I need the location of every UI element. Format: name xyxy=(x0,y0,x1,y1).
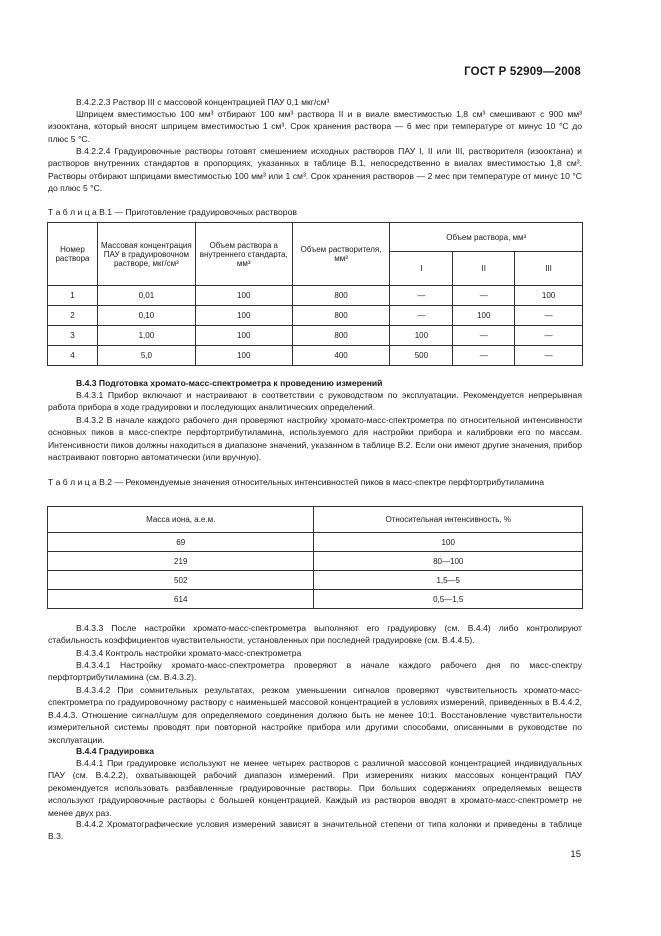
cell: 800 xyxy=(292,306,390,326)
cell: 0,01 xyxy=(97,286,195,306)
cell: — xyxy=(515,326,583,346)
cell: 100 xyxy=(314,533,583,552)
cell: 500 xyxy=(390,346,453,366)
paragraph-b441: В.4.4.1 При градуировке используют не менее четырех растворов с различной массовой концентрацией индивидуальных ПАУ (см. В.4.2.2), охватывающей рабочий диапазон измерений. При измерениях низких массовых концентраций ПАУ рекомендуется использовать разбавленные градуировочные растворы. При больших содержаниях определяемых веществ используют градуировочные растворы с большей концентрацией. Каждый из растворов вводят в хромато-масс-спектрометр не менее двух раз. xyxy=(48,758,582,818)
header-mass: Масса иона, а.е.м. xyxy=(48,507,314,533)
cell: 100 xyxy=(390,326,453,346)
table-b1 xyxy=(47,222,583,366)
paragraph-b4342: В.4.3.4.2 При сомнительных результатах, резком уменьшении сигналов проверяют чувствительность хромато-масс-спектрометра по градуировочному раствору с наименьшей массовой концентрацией в условиях измерений, приведенных в В.4.4.2, В.4.4.3. Отношение сигнал/шум для определяемого соединения должно быть не менее 10:1. Восстановление чувствительности измерительной системы проводят при повторной настройке прибора или другими способами, описанными в руководстве по эксплуатации. xyxy=(48,685,582,745)
header-i: I xyxy=(390,252,453,286)
cell: 0,10 xyxy=(97,306,195,326)
paragraph-b432: В.4.3.2 В начале каждого рабочего дня проверяют настройку хромато-масс-спектрометра по относительной интенсивности основных пиков в масс-спектре перфтортрибутиламина, используемого для настройки прибора и калибровки его по массам. Интенсивности пиков должны находиться в диапазоне значений, указанном в таблице В.2. Если они имеют другие значения, прибор настраивают повторно автоматически (или вручную). xyxy=(48,415,582,463)
cell: 100 xyxy=(195,346,292,366)
paragraph-b431: В.4.3.1 Прибор включают и настраивают в соответствии с руководством по эксплуатации. Рекомендуется непрерывная работа прибора в ходе градуировки и последующих аналитических определений. xyxy=(48,390,582,413)
header-num: Номер раствора xyxy=(48,223,98,286)
page-number: 15 xyxy=(570,849,581,860)
table-row xyxy=(48,552,583,571)
cell: 614 xyxy=(48,590,314,609)
cell: 2 xyxy=(48,306,98,326)
cell: 100 xyxy=(515,286,583,306)
cell: 502 xyxy=(48,571,314,590)
cell: 69 xyxy=(48,533,314,552)
cell: 800 xyxy=(292,286,390,306)
paragraph-b433: В.4.3.3 После настройки хромато-масс-спектрометра выполняют его градуировку (см. В.4.4) либо контролируют стабильность коэффициентов чувствительности, установленных при последней градуировке (см. В.4.4.5). xyxy=(48,623,582,646)
section-b43-title: В.4.3 Подготовка хромато-масс-спектрометра к проведению измерений xyxy=(76,378,383,388)
cell: 100 xyxy=(453,306,515,326)
cell: 219 xyxy=(48,552,314,571)
cell: — xyxy=(515,346,583,366)
header-solv: Объем растворителя, мм³ xyxy=(292,223,390,286)
table-row xyxy=(48,533,583,552)
cell: 1,5—5 xyxy=(314,571,583,590)
header-ii: II xyxy=(453,252,515,286)
table-row xyxy=(48,571,583,590)
cell: 80—100 xyxy=(314,552,583,571)
cell: — xyxy=(453,346,515,366)
table-row xyxy=(48,306,583,326)
header-rel: Относительная интенсивность, % xyxy=(314,507,583,533)
cell: — xyxy=(390,286,453,306)
cell: 5,0 xyxy=(97,346,195,366)
section-b44-title: В.4.4 Градуировка xyxy=(76,746,154,756)
cell: 100 xyxy=(195,326,292,346)
paragraph-b4223-body: Шприцем вместимостью 100 мм³ отбирают 100 мм³ раствора II и в виале вместимостью 1,8 см³ смешивают с 900 мм³ изооктана, который вносят шприцем вместимостью 1 см³. Срок хранения раствора — 6 мес при температуре от минус 10 °С до плюс 5 °С. xyxy=(48,109,582,144)
table-row xyxy=(48,590,583,609)
cell: 800 xyxy=(292,326,390,346)
header-std: Объем раствора а внутреннего стандарта, мм³ xyxy=(195,223,292,286)
paragraph-b4223: В.4.2.2.3 Раствор III с массовой концентрацией ПАУ 0,1 мкг/см³ xyxy=(76,97,330,107)
cell: 400 xyxy=(292,346,390,366)
header-conc: Массовая концентрация ПАУ в градуировочном растворе, мкг/см³ xyxy=(97,223,195,286)
paragraph-b4341: В.4.3.4.1 Настройку хромато-масс-спектрометра проверяют в начале каждого рабочего дня по масс-спектру перфтортрибутиламина (см. В.4.3.2). xyxy=(48,660,582,683)
paragraph-b434: В.4.3.4 Контроль настройки хромато-масс-спектрометра xyxy=(76,648,302,658)
cell: — xyxy=(390,306,453,326)
cell: — xyxy=(515,306,583,326)
standard-header: ГОСТ Р 52909—2008 xyxy=(464,66,581,78)
paragraph-b442: В.4.4.2 Хроматографические условия измерений зависят в значительной степени от типа колонки и приведены в таблице В.3. xyxy=(48,819,582,842)
paragraph-b4224: В.4.2.2.4 Градуировочные растворы готовят смешением исходных растворов ПАУ I, II или III, растворителя (изооктана) и растворов внутренних стандартов в пропорциях, указанных в таблице В.1, непосредственно в виалах вместимостью 1,8 см³. Растворы отбирают шприцами вместимостью 100 мм³ или 1 см³. Срок хранения растворов — 2 мес при температуре от минус 10 °С до плюс 5 °С. xyxy=(48,146,582,194)
table-row xyxy=(48,326,583,346)
cell: — xyxy=(453,286,515,306)
table-row xyxy=(48,286,583,306)
cell: 3 xyxy=(48,326,98,346)
cell: 100 xyxy=(195,306,292,326)
table2-caption: Т а б л и ц а В.2 — Рекомендуемые значения относительных интенсивностей пиков в масс-спектре перфтортрибутиламина xyxy=(48,477,545,487)
cell: 4 xyxy=(48,346,98,366)
cell: 100 xyxy=(195,286,292,306)
cell: — xyxy=(453,326,515,346)
cell: 0,5—1,5 xyxy=(314,590,583,609)
table1-caption: Т а б л и ц а В.1 — Приготовление градуировочных растворов xyxy=(48,207,297,217)
table-b2 xyxy=(47,506,583,609)
cell: 1 xyxy=(48,286,98,306)
header-iii: III xyxy=(515,252,583,286)
table-row xyxy=(48,346,583,366)
cell: 1,00 xyxy=(97,326,195,346)
header-vol: Объем раствора, мм³ xyxy=(390,223,583,252)
